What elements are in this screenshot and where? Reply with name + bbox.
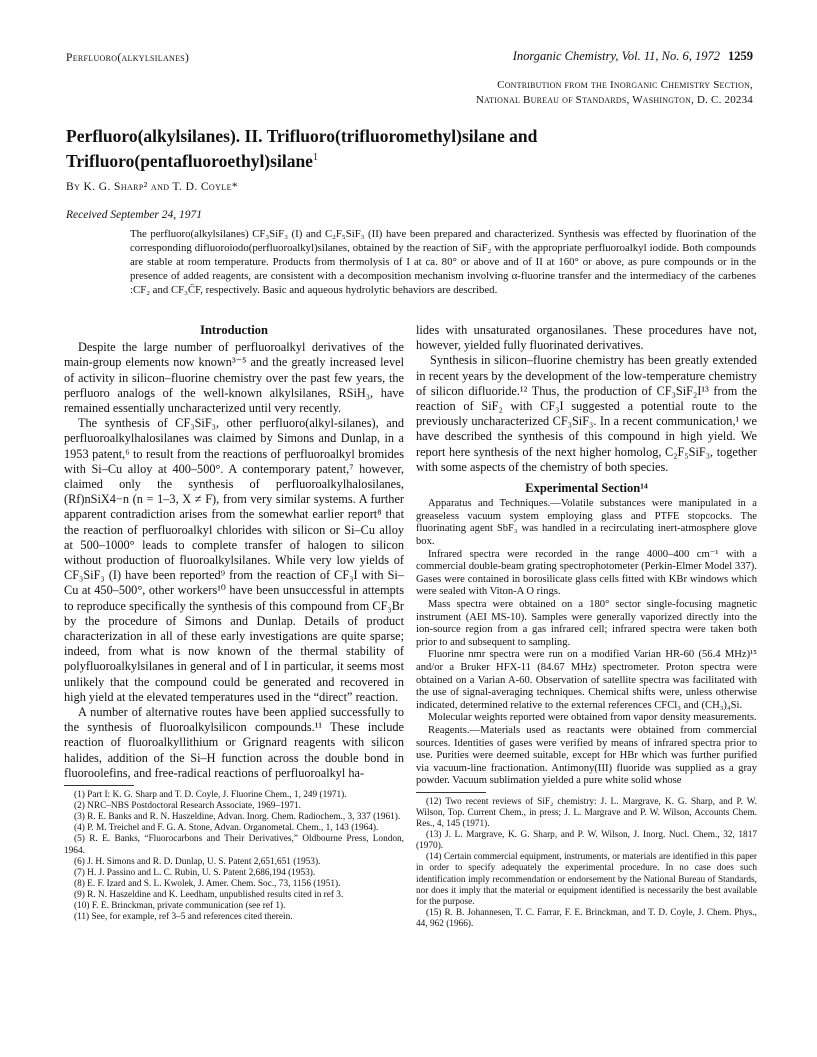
footnote-divider	[416, 792, 486, 793]
intro-paragraph-4: Synthesis in silicon–fluorine chemistry has been greatly extended in recent years by the development of the low-temperature chemistry of silicon difluoride.¹² Thus, the production of CF₃SiF₂I¹³ from the reaction of SiF₂ with CF₃I suggested a potential route to the previously uncharacterized CF₃SiF₃. In a recent communication,¹ we have described the synthesis of this compound in high yield. We report here synthesis of the next higher homolog, C₂F₅SiF₃, together with some aspects of the chemistry of both species.	[416, 353, 757, 474]
contribution-line-1: Contribution from the Inorganic Chemistry Section,	[497, 79, 753, 91]
intro-paragraph-2: The synthesis of CF₃SiF₃, other perfluoro(alkyl-silanes), and perfluoroalkylhalosilanes was claimed by Simons and Dunlap, in a 1953 patent,⁶ to result from the reactions of perfluoroalkyl bromides with Si–Cu alloy at 400–500°. A contemporary patent,⁷ however, claimed only the synthesis of perfluoroalkylhalosilanes, (Rf)nSiX4−n (n = 1–3, X ≠ F), from very similar systems. A further apparent contradiction arises from the somewhat earlier report⁸ that the reaction of perfluoroalkyl chlorides with silicon or Si–Cu alloy at 500–1000° leads to complete transfer of halogen to silicon without production of fluoroalkylsilanes. While very low yields of CF₃SiF₃ (I) have been reported⁹ from the reaction of CF₃I with Si–Cu at 450–500°, other workers¹⁰ have been unsuccessful in attempts to reproduce specifically the synthesis of this compound from CF₃Br by the procedure of Simons and Dunlap. Details of product characterization in all of these early investigations are quite sparse; indeed, from what is now known of the thermal stability of polyfluoroalkylsilanes in general and of I in particular, it seems most unlikely that the compound could be generated and recovered in high yield at the elevated temperatures used in the “direct” reaction.	[64, 416, 404, 704]
experimental-paragraph: Mass spectra were obtained on a 180° sector single-focusing magnetic instrument (AEI MS-10). Samples were generally vaporized directly into the ion-source region from a gas infrared cell; infrared spectra were taken both prior to and subsequent to sampling.	[416, 598, 757, 648]
experimental-paragraph: Infrared spectra were recorded in the range 4000–400 cm⁻¹ with a commercial double-beam grating spectrophotometer (Perkin-Elmer Model 337). Gases were contained in borosilicate glass cells fitted with KBr windows which were sealed with Viton-A O rings.	[416, 548, 757, 598]
footnote-divider	[64, 785, 134, 786]
contribution-line-2: National Bureau of Standards, Washington, D. C. 20234	[475, 94, 753, 106]
paper-title	[66, 125, 756, 172]
footnote: (7) H. J. Passino and L. C. Rubin, U. S. Patent 2,686,194 (1953).	[74, 867, 316, 878]
footnote: (10) F. E. Brinckman, private communication (see ref 1).	[74, 901, 286, 912]
footnote: (8) E. F. Izard and S. L. Kwolek, J. Amer. Chem. Soc., 73, 1156 (1951).	[74, 878, 341, 889]
title-line-1: Perfluoro(alkylsilanes). II. Trifluoro(trifluoromethyl)silane and	[66, 126, 538, 146]
intro-paragraph-3: A number of alternative routes have been applied successfully to the synthesis of fluoroalkylsilicon compounds.¹¹ These include reaction of fluoroalkyllithium or Grignard reagents with silicon halides, addition of the Si–H function across the double bond in fluoroolefins, and free-radical reactions of perfluoroalkyl ha-	[64, 705, 404, 780]
experimental-paragraph: Reagents.—Materials used as reactants were obtained from commercial sources. Identities of gases were verified by means of infrared spectra prior to use. Purities were deemed suitable, except for HBr which was further purified via vacuum-line fractionation. Antimony(III) fluoride was supplied as a gray powder. Vacuum sublimation yielded a pure white solid whose	[416, 724, 757, 787]
footnote: (13) J. L. Margrave, K. G. Sharp, and P. W. Wilson, J. Inorg. Nucl. Chem., 32, 1817 (1970).	[416, 830, 757, 852]
authors: By K. G. Sharp² and T. D. Coyle*	[66, 181, 239, 193]
abstract: The perfluoro(alkylsilanes) CF₃SiF₃ (I) and C₂F₅SiF₃ (II) have been prepared and characterized. Synthesis was effected by fluorination of the corresponding difluoroiodo(perfluoroalkyl)silanes, obtained by the reaction of SiF₂ with the appropriate perfluoroalkyl iodide. Both compounds are stable at room temperature. Products from thermolysis of I at ca. 80° or above and of II at 160° or above, as pure compounds or in the presence of added reagents, are consistent with a decomposition mechanism involving α-fluorine transfer and the intermediacy of the carbenes :CF₂ and CF₃C̈F, respectively. Basic and aqueous hydrolytic behaviors are described.	[130, 228, 756, 296]
title-line-2	[66, 147, 756, 172]
experimental-paragraph: Fluorine nmr spectra were run on a modified Varian HR-60 (56.4 MHz)¹⁵ and/or a Bruker HFX-11 (84.67 MHz) spectrometer. Proton spectra were obtained on a Varian A-60. Observation of satellite spectra was facilitated with the use of signal-averaging techniques. Chemical shifts were, unless otherwise indicated, determined relative to the external references CFCl₃ and (CH₃)₄Si.	[416, 649, 757, 711]
experimental-body	[416, 498, 757, 788]
right-column	[416, 323, 757, 930]
journal-citation: Inorganic Chemistry, Vol. 11, No. 6, 1972	[512, 49, 720, 63]
journal-header	[513, 49, 753, 64]
footnote: (2) NRC–NBS Postdoctoral Research Associate, 1969–1971.	[74, 801, 301, 812]
intro-continuation: lides with unsaturated organosilanes. These procedures have not, however, yielded fully fluorinated derivatives.	[416, 323, 757, 353]
running-title: Perfluoro(alkylsilanes)	[66, 52, 190, 64]
footnote: (3) R. E. Banks and R. N. Haszeldine, Advan. Inorg. Chem. Radiochem., 3, 337 (1961).	[74, 812, 401, 823]
left-footnotes	[64, 790, 404, 923]
intro-paragraph-1: Despite the large number of perfluoroalkyl derivatives of the main-group elements now known³⁻⁵ and the greatly increased level of activity in silicon–fluorine chemistry over the past few years, the perfluoro analogs of the well-known alkylsilanes, RSiH₃, have remained essentially uncharacterized until very recently.	[64, 340, 404, 416]
footnote: (1) Part I: K. G. Sharp and T. D. Coyle, J. Fluorine Chem., 1, 249 (1971).	[74, 790, 347, 801]
footnote: (5) R. E. Banks, “Fluorocarbons and Their Derivatives,” Oldbourne Press, London, 1964.	[64, 834, 404, 856]
page-number: 1259	[728, 49, 753, 63]
received-date: Received September 24, 1971	[66, 209, 203, 221]
title-line-2-text: Trifluoro(pentafluoroethyl)silane	[66, 150, 313, 171]
title-footnote-mark: 1	[312, 152, 318, 163]
right-footnotes	[416, 797, 757, 930]
footnote: (6) J. H. Simons and R. D. Dunlap, U. S. Patent 2,651,651 (1953).	[74, 856, 321, 867]
experimental-paragraph: Apparatus and Techniques.—Volatile substances were manipulated in a greaseless vacuum system employing glass and PTFE stopcocks. The fluorinating agent SbF₃ was handled in a recirculating inert-atmosphere glove box.	[416, 498, 757, 548]
contribution-note	[476, 78, 753, 108]
experimental-paragraph: Molecular weights reported were obtained from vapor density measurements.	[428, 712, 757, 724]
footnote: (9) R. N. Haszeldine and K. Leedham, unpublished results cited in ref 3.	[74, 889, 344, 900]
footnote: (11) See, for example, ref 3–5 and references cited therein.	[74, 912, 293, 923]
footnote: (15) R. B. Johannesen, T. C. Farrar, F. E. Brinckman, and T. D. Coyle, J. Chem. Phys., 44, 962 (1966).	[416, 907, 757, 929]
footnote: (4) P. M. Treichel and F. G. A. Stone, Advan. Organometal. Chem., 1, 143 (1964).	[74, 823, 379, 834]
experimental-heading: Experimental Section¹⁴	[525, 481, 648, 496]
footnote: (14) Certain commercial equipment, instruments, or materials are identified in this paper in order to specify adequately the experimental procedure. In no case does such identification imply recommendation or endorsement by the National Bureau of Standards, nor does it imply that the material or equipment identified is necessarily the best available for the purpose.	[416, 852, 757, 907]
introduction-heading: Introduction	[200, 323, 268, 337]
left-column	[64, 323, 404, 923]
footnote: (12) Two recent reviews of SiF₂ chemistry: J. L. Margrave, K. G. Sharp, and P. W. Wilson, Top. Current Chem., in press; J. L. Margrave and P. W. Wilson, Accounts Chem. Res., 4, 145 (1971).	[416, 796, 757, 830]
